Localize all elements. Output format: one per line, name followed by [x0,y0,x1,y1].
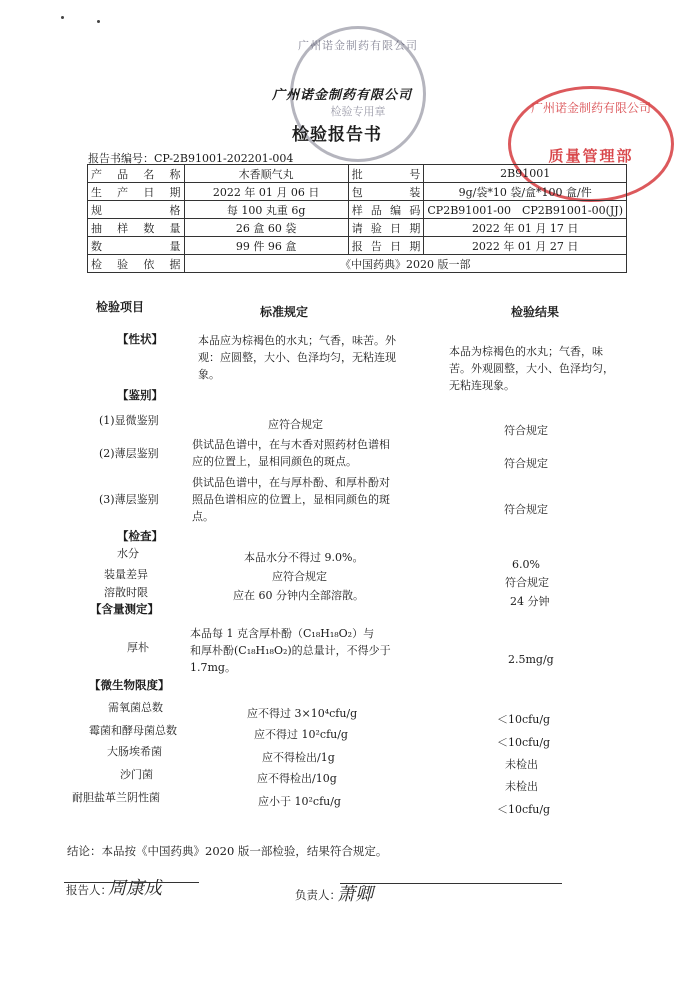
micro-result: 未检出 [505,780,538,793]
micro-item: 耐胆盐革兰阴性菌 [72,791,160,804]
text-line: 应的位置上，显相同颜色的斑点。 [192,455,357,468]
table-row [88,183,627,201]
micro-standard: 应不得检出/10g [257,772,337,785]
text-line: 供试品色谱中，在与厚朴酚、和厚朴酚对 [192,476,390,489]
micro-result: ＜10cfu/g [497,713,551,726]
scan-dot [61,16,64,19]
column-header-item: 检验项目 [96,300,145,314]
text-line: 本品应为棕褐色的水丸；气香，味苦。外 [198,334,396,347]
company-name: 广州诺金制药有限公司 [272,88,413,103]
seal-main-text: 质量管理部 [548,147,634,165]
conclusion: 结论：本品按《中国药典》2020 版一部检验，结果符合规定。 [67,844,388,858]
report-number: 报告书编号：CP-2B91001-202201-004 [88,152,294,165]
check-standard: 本品水分不得过 9.0%。 [244,551,364,564]
seal-sub-text: 检验专用章 [330,105,386,118]
responsible-signature: 萧卿 [337,884,373,905]
micro-standard: 应不得检出/1g [262,751,335,764]
value-cell: 2022 年 01 月 17 日 [424,219,627,237]
ident-result: 符合规定 [504,424,548,437]
text-line: 观：应圆整，大小、色泽均匀，无粘连现 [198,351,396,364]
check-result: 6.0% [512,558,540,571]
column-header-result: 检验结果 [511,305,560,319]
label-cell: 规 格 [88,201,185,219]
micro-item: 需氧菌总数 [108,701,163,714]
value-cell: 木香顺气丸 [184,165,348,183]
label-cell: 批 号 [348,165,424,183]
check-standard: 应符合规定 [272,570,327,583]
check-result: 符合规定 [505,576,549,589]
value-cell: 99 件 96 盒 [184,237,348,255]
micro-result: ＜10cfu/g [497,736,551,749]
value-cell: 每 100 丸重 6g [184,201,348,219]
text-line: 照品色谱相应的位置上，显相同颜色的斑 [192,493,390,506]
section-assay: 【含量测定】 [90,602,159,616]
traits-result [449,343,649,394]
divider [340,883,562,884]
label-cell: 生产日期 [88,183,185,201]
text-line: 点。 [192,510,214,523]
ident-item: (1)显微鉴别 [99,414,159,427]
section-check: 【检查】 [117,529,163,543]
label-cell: 产品名称 [88,165,185,183]
label-cell: 检验依据 [88,255,185,273]
table-row [88,165,627,183]
check-standard: 应在 60 分钟内全部溶散。 [233,589,364,602]
text-line: 无粘连现象。 [449,379,515,392]
text-line: 供试品色谱中，在与木香对照药材色谱相 [192,438,390,451]
text-line: 苦。外观圆整，大小、色泽均匀， [449,362,614,375]
text-line: 本品每 1 克含厚朴酚（C₁₈H₁₈O₂）与 [190,627,375,640]
table-row [88,219,627,237]
value-cell: 26 盒 60 袋 [184,219,348,237]
label-cell: 数 量 [88,237,185,255]
text-line: 和厚朴酚(C₁₈H₁₈O₂)的总量计，不得少于 [190,644,391,657]
table-row [88,237,627,255]
divider [64,882,199,883]
column-header-standard: 标准规定 [260,305,309,319]
ident-standard [192,436,432,470]
responsible-label: 负责人： [295,888,341,902]
label-cell: 请验日期 [348,219,424,237]
ident-result: 符合规定 [504,457,548,470]
assay-item: 厚朴 [127,641,149,654]
check-item: 水分 [117,547,139,560]
label-cell: 报告日期 [348,237,424,255]
ident-standard: 应符合规定 [268,418,323,431]
table-row [88,201,627,219]
micro-result: 未检出 [505,758,538,771]
assay-result: 2.5mg/g [508,653,554,666]
section-microbial: 【微生物限度】 [89,678,170,692]
micro-standard: 应不得过 10²cfu/g [254,728,348,741]
check-item: 溶散时限 [104,586,148,599]
ident-result: 符合规定 [504,503,548,516]
product-info-table [87,164,627,273]
micro-standard: 应不得过 3×10⁴cfu/g [247,707,358,720]
text-line: 本品为棕褐色的水丸；气香，味 [449,345,603,358]
value-cell: 2022 年 01 月 27 日 [424,237,627,255]
value-cell: 2022 年 01 月 06 日 [184,183,348,201]
traits-standard [198,332,438,383]
scan-dot [97,20,100,23]
micro-item: 沙门菌 [120,768,153,781]
seal-arc-text: 广州诺金制药有限公司 [298,39,418,52]
value-cell: 《中国药典》2020 版一部 [184,255,627,273]
label-cell: 样品编码 [348,201,424,219]
seal-arc-text: 广州诺金制药有限公司 [530,101,651,115]
section-traits: 【性状】 [117,332,163,346]
value-cell: 9g/袋*10 袋/盒*100 盒/件 [424,183,627,201]
micro-result: ＜10cfu/g [497,803,551,816]
reporter-label: 报告人： [66,883,112,897]
ident-item: (2)薄层鉴别 [99,447,159,460]
check-result: 24 分钟 [510,595,550,608]
table-row [88,255,627,273]
check-item: 装量差异 [104,568,148,581]
value-cell: 2B91001 [424,165,627,183]
label-cell: 包 装 [348,183,424,201]
page-title: 检验报告书 [292,125,382,145]
ident-item: (3)薄层鉴别 [99,493,159,506]
value-cell: CP2B91001-00 CP2B91001-00(JJ) [424,201,627,219]
text-line: 象。 [198,368,220,381]
label-cell: 抽样数量 [88,219,185,237]
section-identification: 【鉴别】 [117,388,163,402]
micro-standard: 应小于 10²cfu/g [258,795,341,808]
micro-item: 霉菌和酵母菌总数 [89,724,177,737]
text-line: 1.7mg。 [190,661,236,674]
assay-standard [190,625,430,676]
ident-standard [192,474,432,525]
reporter-signature: 周康成 [108,878,162,899]
micro-item: 大肠埃希菌 [107,745,162,758]
